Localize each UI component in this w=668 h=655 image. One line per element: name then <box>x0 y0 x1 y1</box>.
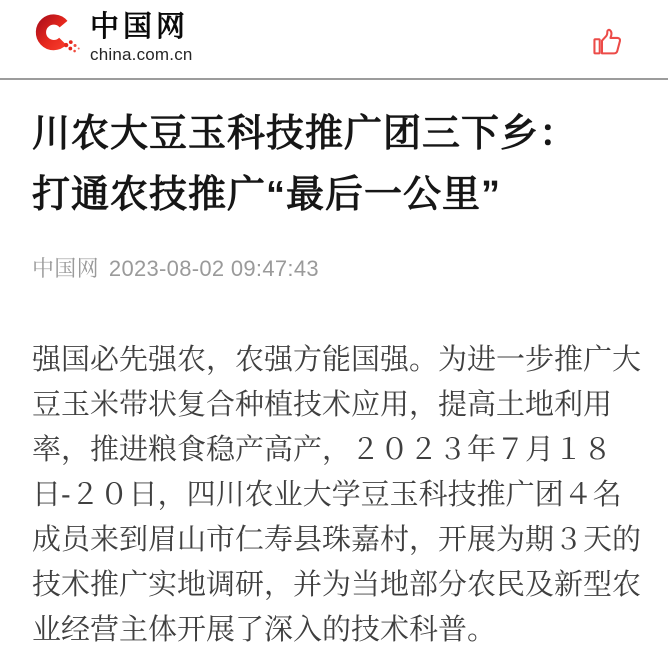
site-domain: china.com.cn <box>90 45 193 64</box>
article-meta <box>32 256 636 282</box>
c-swirl-logo-icon <box>35 13 81 55</box>
site-header <box>0 0 668 80</box>
site-name: 中国网 <box>90 11 190 43</box>
site-logo[interactable] <box>35 13 193 65</box>
article-body: 强国必先强农，农强方能国强。为进一步推广大豆玉米带状复合种植技术应用，提高土地利用率，推进粮食稳产高产，２０２３年７月１８日-２０日，四川农业大学豆玉科技推广团４名成员来到眉山市仁寿县珠嘉村，开展为期３天的技术推广实地调研，并为当地部分农民及新型农业经营主体开展了深入的技术科普。 <box>32 344 642 646</box>
thumbs-up-icon <box>592 47 624 62</box>
article-title: 川农大豆玉科技推广团三下乡：打通农技推广“最后一公里” <box>32 113 579 216</box>
article-source: 中国网 <box>32 256 99 281</box>
brand-text <box>90 13 193 65</box>
article-timestamp: 2023-08-02 09:47:43 <box>108 256 319 281</box>
like-button[interactable] <box>592 27 624 59</box>
article <box>0 104 668 653</box>
